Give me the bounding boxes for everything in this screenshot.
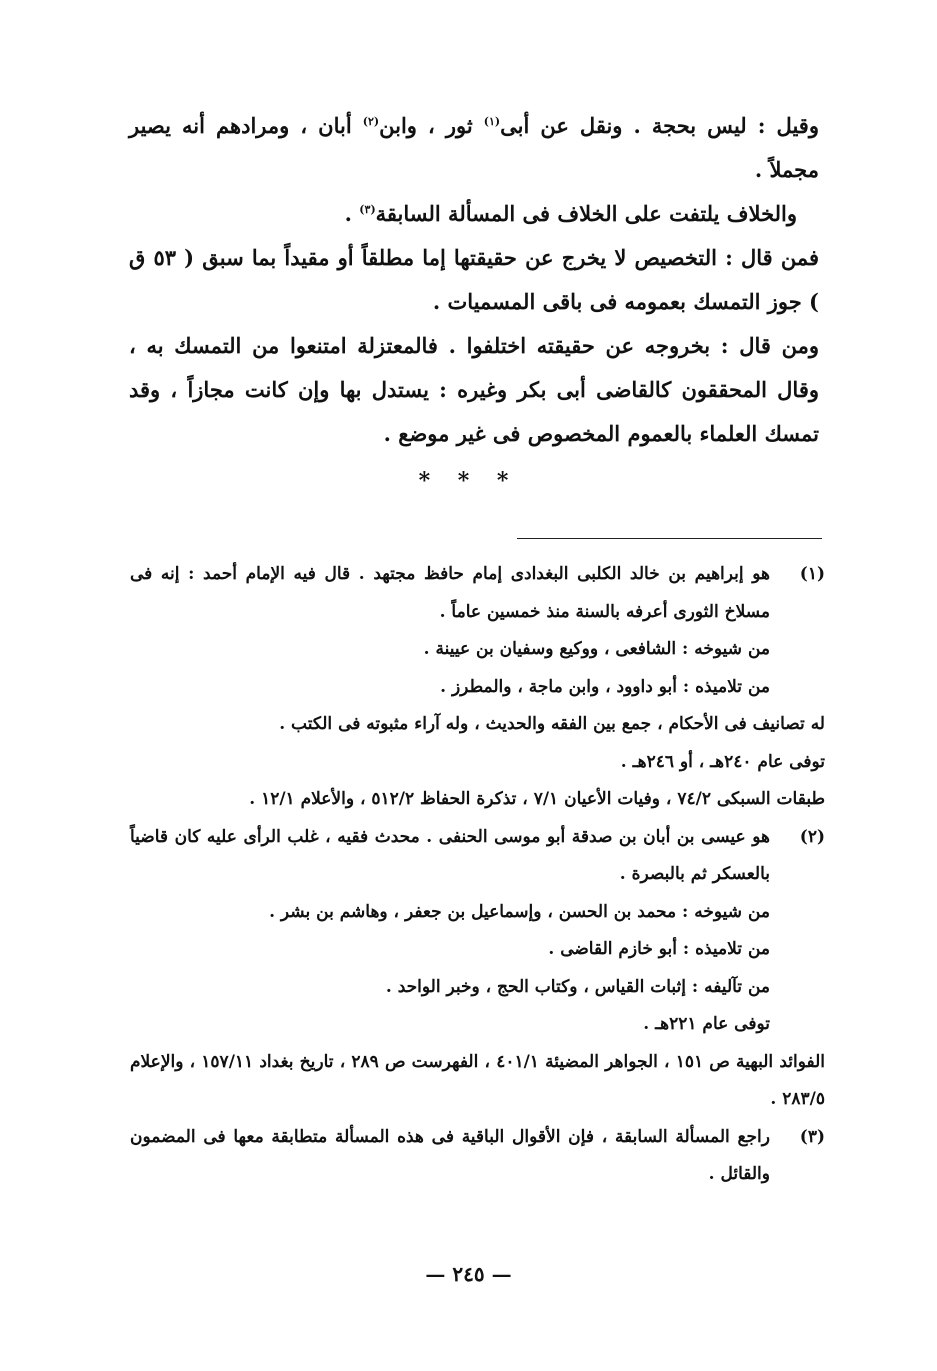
paragraph-2-text-b: . bbox=[344, 201, 360, 226]
main-text-body bbox=[129, 104, 819, 456]
footnote-line: راجع المسألة السابقة ، فإن الأقوال الباقية فى هذه المسألة متطابقة معها فى المضمون والقائل . bbox=[130, 1126, 770, 1184]
footnote-line: من تلاميذه : أبو خازم القاضى . bbox=[548, 939, 770, 959]
footnote-line: من شيوخه : محمد بن الحسن ، وإسماعيل بن جعفر ، وهاشم بن بشر . bbox=[269, 901, 770, 922]
footnote-line: من تلاميذه : أبو داوود ، وابن ماجة ، والمطرز . bbox=[440, 676, 770, 697]
footnote-body bbox=[130, 556, 825, 819]
footnote-line: من شيوخه : الشافعى ، ووكيع وسفيان بن عيينة . bbox=[423, 639, 770, 659]
footnote-number: (٢) bbox=[799, 826, 825, 847]
footnote-line: هو إبراهيم بن خالد الكلبى البغدادى إمام حافظ مجتهد . قال فيه الإمام أحمد : إنه فى مسلاخ الثورى أعرفه بالسنة منذ خمسين عاماً . bbox=[130, 564, 770, 622]
footnote-ref-3: (٣) bbox=[359, 203, 376, 216]
footnote-line: له تصانيف فى الأحكام ، جمع بين الفقه والحديث ، وله آراء مثبوته فى الكتب . bbox=[279, 714, 825, 734]
footnote-1 bbox=[130, 556, 825, 819]
footnote-number: (١) bbox=[799, 564, 825, 584]
paragraph-3: فمن قال : التخصيص لا يخرج عن حقيقتها إما مطلقاً أو مقيداً بما سبق ( ٥٣ ق ) جوز التمسك بعمومه فى باقى المسميات . bbox=[129, 245, 819, 314]
section-separator: * * * bbox=[418, 468, 519, 494]
paragraph-1-text-c: أبان ، ومرادهم أنه يصير مجملاً . bbox=[129, 113, 819, 182]
footnote-line: الفوائد البهية ص ١٥١ ، الجواهر المضيئة ٤٠١/١ ، الفهرست ص ٢٨٩ ، تاريخ بغداد ١٥٧/١١ ، والإعلام ٢٨٣/٥ . bbox=[130, 1051, 825, 1109]
footnote-body bbox=[130, 1119, 770, 1194]
page-number: — ٢٤٥ — bbox=[425, 1262, 512, 1286]
footnote-line: توفى عام ٢٢١هـ . bbox=[643, 1014, 770, 1034]
footnote-2 bbox=[130, 819, 825, 1119]
footnote-line: من تآليفه : إثبات القياس ، وكتاب الحج ، وخبر الواحد . bbox=[385, 976, 770, 997]
footnotes-section bbox=[130, 556, 825, 1194]
paragraph-2-text-a: والخلاف يلتفت على الخلاف فى المسألة السابقة bbox=[375, 201, 797, 226]
paragraph-1-text-a: وقيل : ليس بحجة . ونقل عن أبى bbox=[500, 113, 819, 138]
paragraph-4: ومن قال : بخروجه عن حقيقته اختلفوا . فالمعتزلة امتنعوا من التمسك به ، وقال المحققون كالقاضى أبى بكر وغيره : يستدل بها وإن كانت مجازاً ، وقد تمسك العلماء بالعموم المخصوص فى غير موضع . bbox=[129, 333, 819, 446]
footnote-divider bbox=[517, 538, 822, 539]
footnote-line: هو عيسى بن أبان بن صدقة أبو موسى الحنفى . محدث فقيه ، غلب الرأى عليه كان قاضياً بالعسكر ثم بالبصرة . bbox=[130, 826, 770, 884]
footnote-number: (٣) bbox=[799, 1126, 825, 1147]
footnote-ref-2: (٢) bbox=[362, 115, 380, 128]
footnote-body bbox=[130, 819, 825, 1119]
footnote-line: طبقات السبكى ٧٤/٢ ، وفيات الأعيان ٧/١ ، تذكرة الحفاظ ٥١٢/٢ ، والأعلام ١٢/١ . bbox=[249, 789, 825, 809]
footnote-line: توفى عام ٢٤٠هـ ، أو ٢٤٦هـ . bbox=[620, 751, 825, 772]
footnote-3 bbox=[130, 1119, 825, 1194]
paragraph-1-text-b: ثور ، وابن bbox=[379, 113, 484, 138]
paragraph-2 bbox=[129, 192, 819, 236]
paragraph-1 bbox=[129, 104, 819, 192]
footnote-ref-1: (١) bbox=[483, 115, 501, 128]
